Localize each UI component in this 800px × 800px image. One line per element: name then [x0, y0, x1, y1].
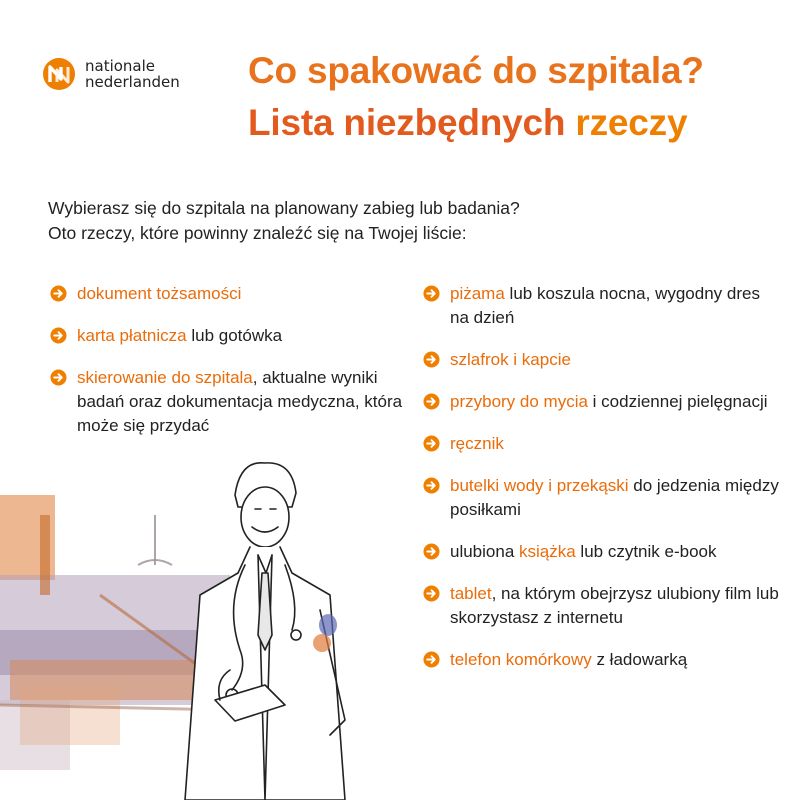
list-item: ulubiona książka lub czytnik e-book	[423, 540, 783, 564]
arrow-right-icon	[50, 285, 67, 302]
watercolor-accent-orange	[313, 634, 331, 652]
brand-name: nationale nederlanden	[85, 57, 180, 91]
arrow-right-icon	[423, 651, 440, 668]
intro-text: Wybierasz się do szpitala na planowany zabieg lub badania? Oto rzeczy, które powinny znaleźć się na Twojej liście:	[48, 198, 520, 243]
arrow-right-icon	[423, 435, 440, 452]
arrow-right-icon	[50, 327, 67, 344]
arrow-right-icon	[423, 543, 440, 560]
page-title	[248, 45, 704, 149]
arrow-right-icon	[423, 477, 440, 494]
doctor-hospital-illustration	[0, 455, 400, 800]
list-item: telefon komórkowy z ładowarką	[423, 648, 783, 672]
watercolor-accent-blue	[319, 614, 337, 636]
list-item: szlafrok i kapcie	[423, 348, 783, 372]
list-item: butelki wody i przekąski do jedzenia między posiłkami	[423, 474, 800, 522]
title-line-2: Lista niezbędnych rzeczy	[248, 102, 688, 143]
title-line-1: Co spakować do szpitala?	[248, 50, 704, 91]
list-item: ręcznik	[423, 432, 783, 456]
arrow-right-icon	[423, 585, 440, 602]
arrow-right-icon	[423, 351, 440, 368]
arrow-right-icon	[423, 285, 440, 302]
list-item: karta płatnicza lub gotówka	[50, 324, 420, 348]
list-item: piżama lub koszula nocna, wygodny dres na dzień	[423, 282, 780, 330]
list-item: tablet, na którym obejrzysz ulubiony film lub skorzystasz z internetu	[423, 582, 795, 630]
list-item: przybory do mycia i codziennej pielęgnacji	[423, 390, 770, 414]
packing-list-left	[50, 282, 420, 456]
arrow-right-icon	[50, 369, 67, 386]
brand-logo	[42, 57, 180, 91]
packing-list-right	[423, 282, 783, 690]
list-item: dokument tożsamości	[50, 282, 327, 306]
arrow-right-icon	[423, 393, 440, 410]
nn-logo-icon	[42, 57, 76, 91]
list-item: skierowanie do szpitala, aktualne wyniki badań oraz dokumentacja medyczna, która może się przydać	[50, 366, 407, 438]
